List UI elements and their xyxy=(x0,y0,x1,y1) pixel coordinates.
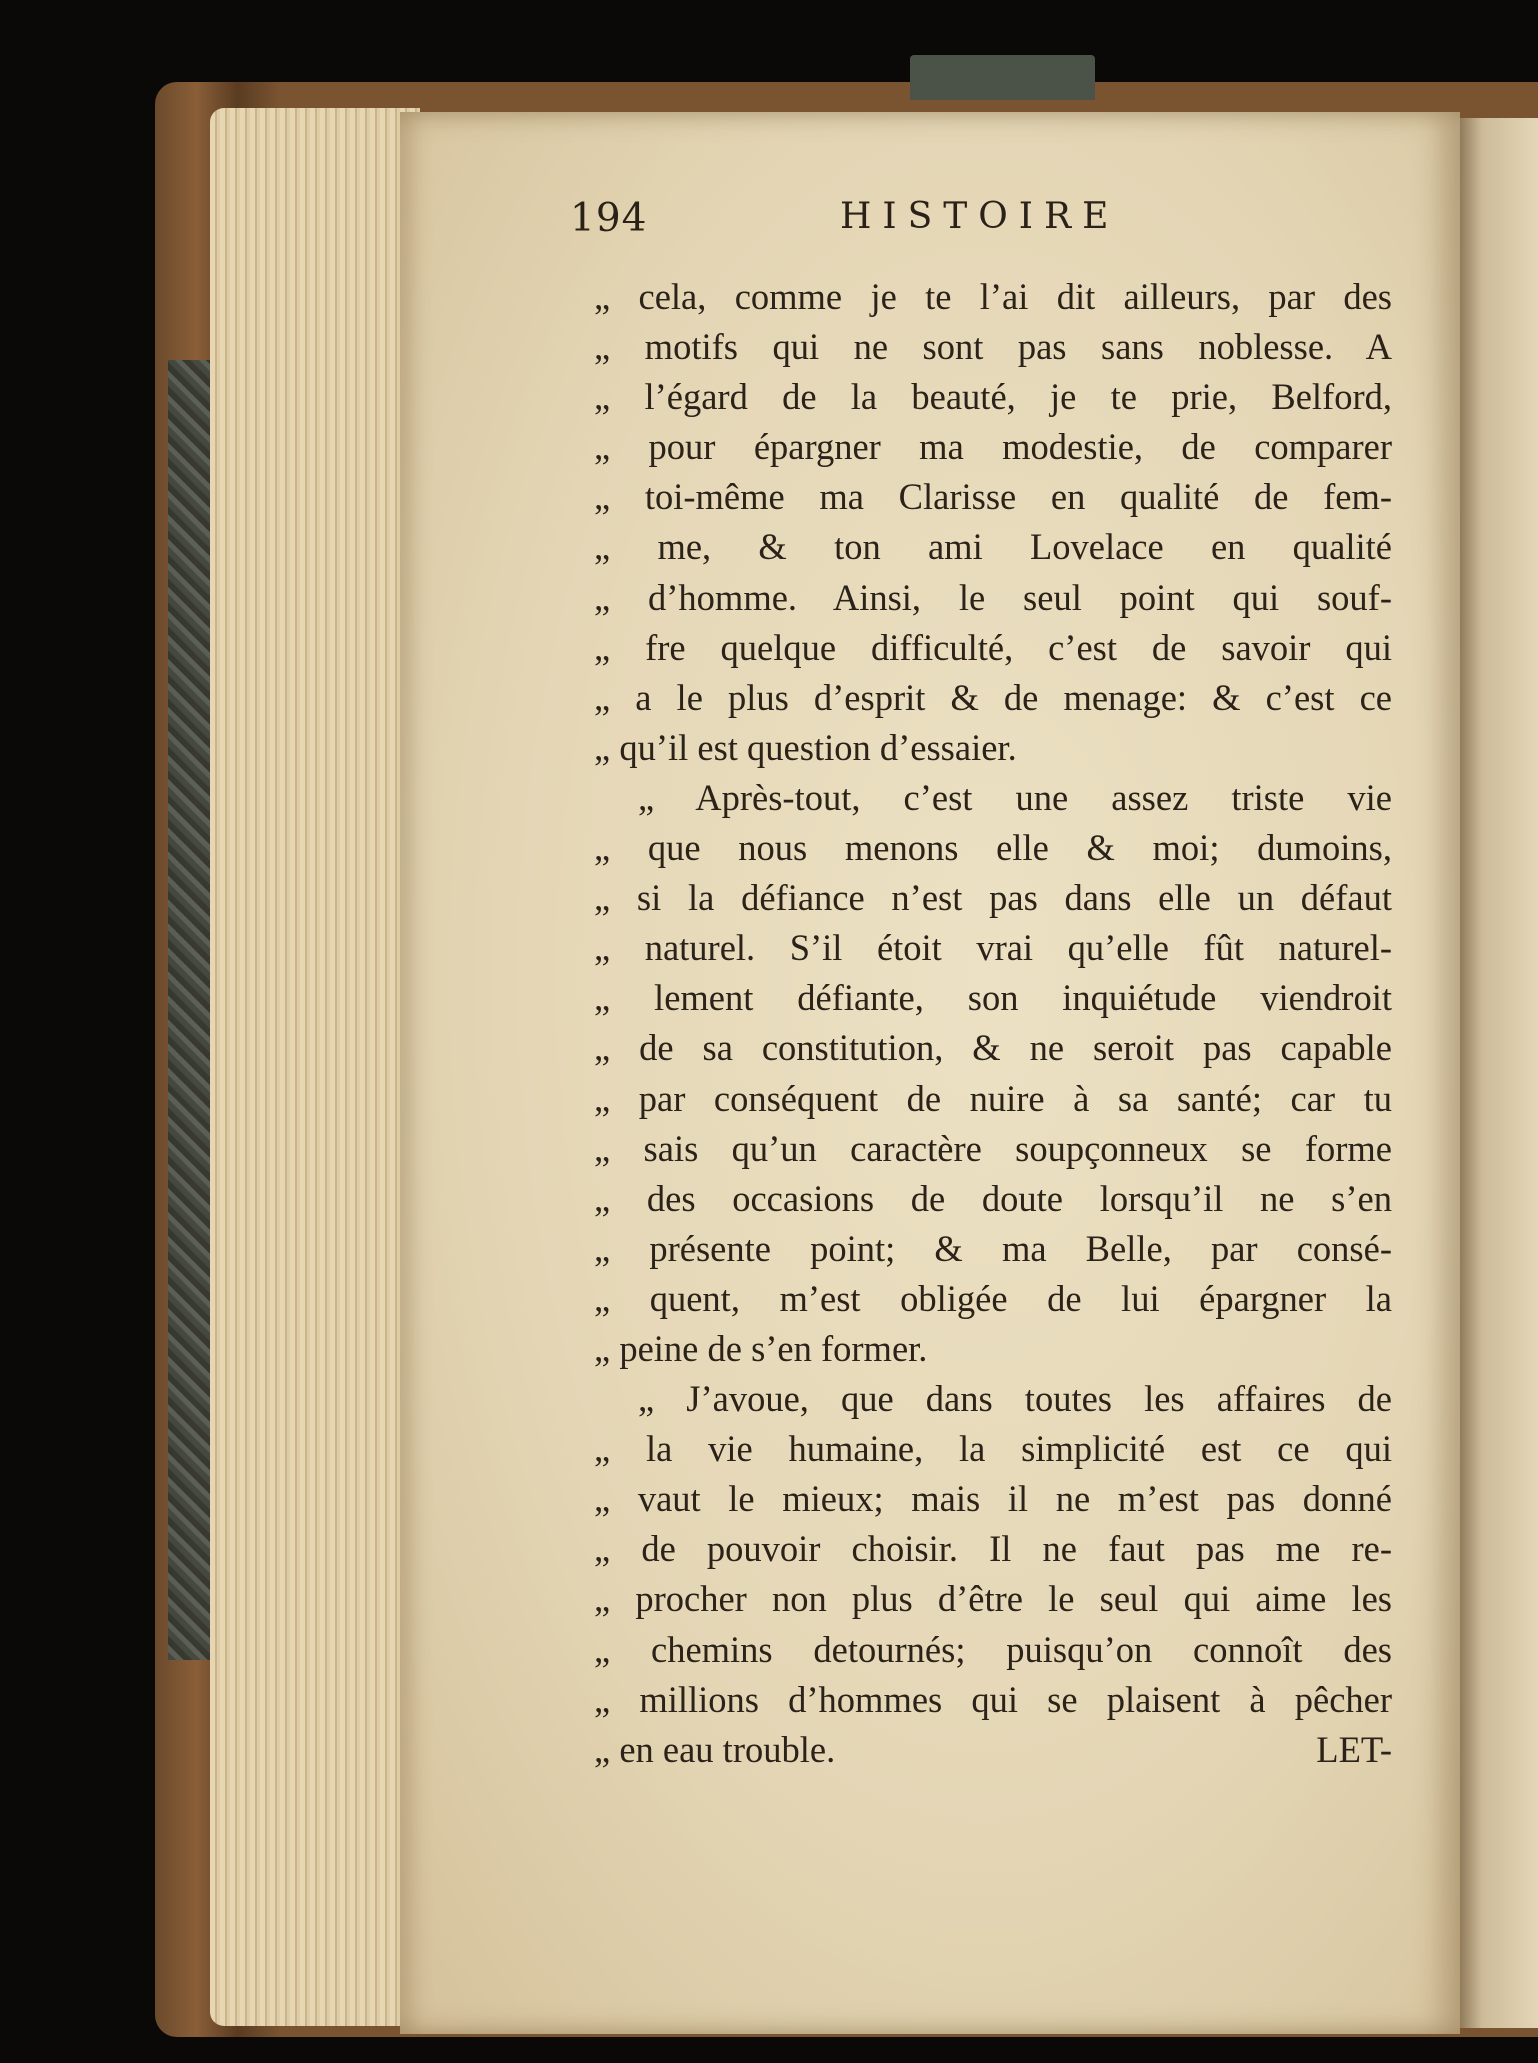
text-line: „ de sa constitution, & ne seroit pas capable xyxy=(594,1027,1392,1069)
text-line: „ chemins detournés; puisqu’on connoît des xyxy=(594,1628,1392,1670)
text-line: „ J’avoue, que dans toutes les affaires de xyxy=(638,1378,1392,1420)
spine-tab xyxy=(910,55,1095,100)
running-title: HISTOIRE xyxy=(840,196,1120,237)
text-line: „ a le plus d’esprit & de menage: & c’est ce xyxy=(594,676,1392,718)
text-line: „ cela, comme je te l’ai dit ailleurs, par des xyxy=(594,276,1392,317)
text-line: „ que nous menons elle & moi; dumoins, xyxy=(594,827,1392,869)
text-line: „ d’homme. Ainsi, le seul point qui souf- xyxy=(594,576,1392,618)
page-number: 194 xyxy=(570,196,648,241)
final-line-row xyxy=(594,1725,1392,1775)
text-line: „ motifs qui ne sont pas sans noblesse. A xyxy=(594,326,1392,368)
text-line: „ Après-tout, c’est une assez triste vie xyxy=(638,776,1392,818)
text-line: „ qu’il est question d’essaier. xyxy=(594,726,1017,768)
text-line: „ quent, m’est obligée de lui épargner la xyxy=(594,1277,1392,1319)
text-line: „ l’égard de la beauté, je te prie, Belford, xyxy=(594,376,1392,418)
text-line: „ fre quelque difficulté, c’est de savoir qui xyxy=(594,626,1392,668)
text-line: „ pour épargner ma modestie, de comparer xyxy=(594,426,1392,468)
body-text xyxy=(594,272,1392,1775)
text-line: „ procher non plus d’être le seul qui aime les xyxy=(594,1578,1392,1620)
text-line: „ millions d’hommes qui se plaisent à pêcher xyxy=(594,1678,1392,1720)
text-line: „ de pouvoir choisir. Il ne faut pas me re- xyxy=(594,1528,1392,1570)
text-line: „ lement défiante, son inquiétude viendroit xyxy=(594,977,1392,1019)
text-line: „ me, & ton ami Lovelace en qualité xyxy=(594,526,1392,568)
text-line: „ des occasions de doute lorsqu’il ne s’en xyxy=(594,1177,1392,1219)
text-line: „ vaut le mieux; mais il ne m’est pas donné xyxy=(594,1478,1392,1520)
running-head xyxy=(570,196,1150,256)
text-line: „ la vie humaine, la simplicité est ce qui xyxy=(594,1428,1392,1470)
text-line: „ par conséquent de nuire à sa santé; car tu xyxy=(594,1077,1392,1119)
facing-page-edge xyxy=(1458,118,1538,2028)
text-line: „ toi-même ma Clarisse en qualité de fem- xyxy=(594,476,1392,518)
text-line: „ présente point; & ma Belle, par consé- xyxy=(594,1227,1392,1269)
text-line: „ peine de s’en former. xyxy=(594,1327,928,1369)
text-line: „ sais qu’un caractère soupçonneux se forme xyxy=(594,1127,1392,1169)
catchword: LET- xyxy=(1316,1728,1392,1770)
page-edges xyxy=(210,108,420,2026)
text-line: „ si la défiance n’est pas dans elle un défaut xyxy=(594,877,1392,919)
text-line: „ naturel. S’il étoit vrai qu’elle fût naturel- xyxy=(594,927,1392,969)
final-line: „ en eau trouble. xyxy=(594,1728,836,1770)
